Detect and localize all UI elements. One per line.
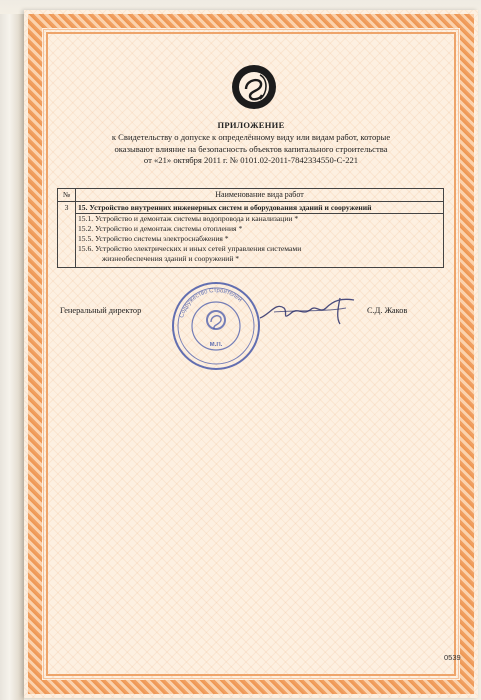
row-content	[76, 202, 443, 267]
organization-logo-icon	[230, 63, 278, 111]
subtitle-line: от «21» октября 2011 г. № 0101.02-2011-7842334550-С-221	[143, 155, 359, 165]
document-subtitle	[84, 132, 418, 167]
document-title: ПРИЛОЖЕНИЕ	[217, 120, 285, 130]
subtitle-line: к Свидетельству о допуске к определённому виду или видам работ, которые	[111, 132, 391, 142]
work-item: жизнеобеспечения зданий и сооружений *	[102, 254, 240, 263]
director-title: Генеральный директор	[60, 306, 142, 315]
table-row	[58, 202, 443, 267]
row-number: 3	[58, 202, 76, 267]
work-item: 15.2. Устройство и демонтаж системы отопления *	[78, 224, 243, 233]
scan-shadow	[0, 0, 24, 700]
stamp-mp-text: М.П.	[209, 342, 223, 348]
column-header-number: №	[58, 189, 76, 201]
handwritten-signature	[254, 292, 364, 328]
work-item: 15.5. Устройство системы электроснабжения *	[78, 234, 229, 243]
page-number: 0539	[444, 653, 461, 662]
certificate-page	[24, 10, 478, 698]
works-table	[57, 188, 444, 268]
work-category-heading: 15. Устройство внутренних инженерных систем и оборудования зданий и сооружений	[76, 203, 443, 214]
work-item: 15.1. Устройство и демонтаж системы водопровода и канализации *	[78, 214, 299, 223]
column-header-name: Наименование вида работ	[215, 190, 304, 199]
stamp-outer-text: Содружество Строителей	[179, 287, 243, 319]
work-item: 15.6. Устройство электрических и иных сетей управления системами	[78, 244, 302, 253]
round-seal-icon	[170, 280, 262, 372]
subtitle-line: оказывают влияние на безопасность объектов капитального строительства	[114, 143, 388, 154]
director-name: С.Д. Жаков	[367, 306, 408, 315]
table-header	[58, 189, 443, 202]
